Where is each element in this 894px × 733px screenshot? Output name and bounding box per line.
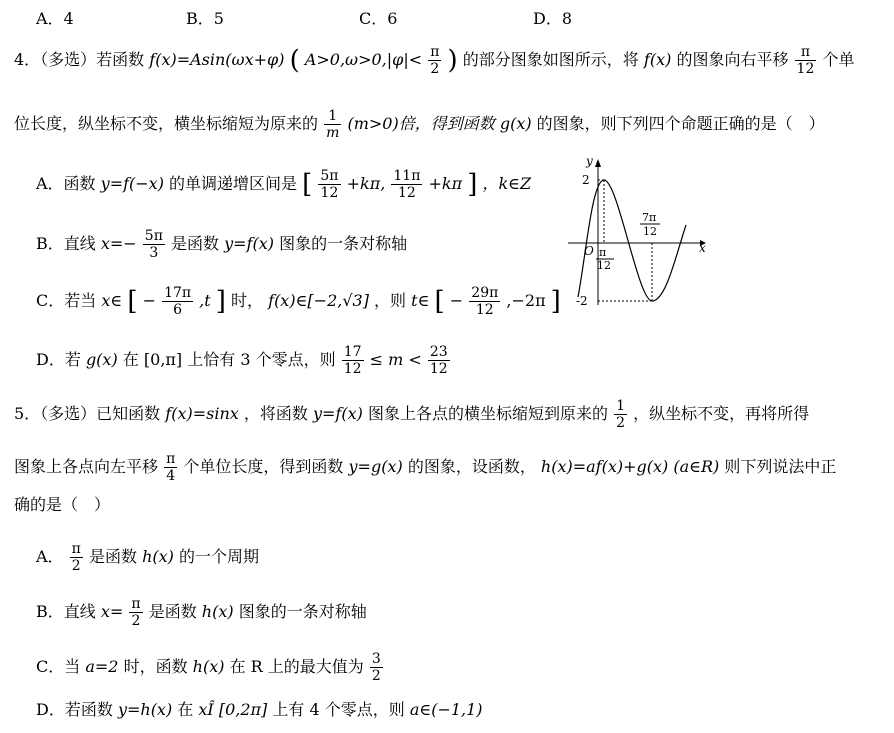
q4-option-d: [36, 344, 451, 377]
x1-den: 12: [597, 259, 611, 272]
q4-stem-line1: [14, 44, 854, 77]
q4-text1: 的部分图象如图所示，将: [462, 50, 639, 69]
frac: [129, 596, 142, 629]
frac: [162, 285, 193, 318]
t: 的单调递增区间是: [169, 174, 298, 193]
den: 2: [71, 558, 81, 574]
t: f(x)=sinx: [165, 404, 239, 423]
q4-option-b: [36, 228, 407, 261]
t: y=f(x): [312, 404, 363, 423]
t: 时，: [231, 291, 264, 310]
q4-frac-1-m: [324, 108, 341, 141]
t: +kπ: [428, 174, 463, 193]
y-label-neg2: -2: [576, 294, 588, 308]
den: 2: [371, 668, 381, 684]
q4-option-c: [36, 285, 561, 318]
frac: [391, 168, 422, 201]
t: 则下列说法中正: [724, 457, 837, 476]
t: D．若: [36, 350, 81, 369]
bracket: [: [302, 169, 313, 200]
q5-option-b: [36, 596, 367, 629]
q4-paren-open: (: [289, 45, 300, 76]
t: g(x): [85, 350, 118, 369]
t: (a∈R): [673, 457, 720, 476]
q4-fx: f(x): [643, 50, 672, 69]
t: 是函数: [148, 602, 197, 621]
q3-option-c: C．6: [359, 9, 398, 28]
num: π: [131, 596, 141, 612]
bracket: ]: [550, 286, 561, 317]
q3-option-d: D．8: [533, 9, 573, 28]
frac: [70, 541, 83, 574]
num: 1: [616, 398, 625, 414]
t: +kπ,: [346, 174, 386, 193]
q4-l2a: 位长度，纵坐标不变，横坐标缩短为原来的: [14, 114, 319, 133]
t: 图象的一条对称轴: [238, 602, 367, 621]
frac: [469, 285, 500, 318]
num: 5π: [144, 228, 163, 244]
q4-l2b: (m>0)倍，得到函数: [347, 114, 495, 133]
den: 12: [429, 361, 448, 377]
t: ，纵坐标不变，再将所得: [633, 404, 810, 423]
t: D．若函数: [36, 700, 113, 719]
den: 12: [796, 61, 815, 77]
q5-stem-line1: [14, 398, 809, 431]
t: 在 R 上的最大值为: [229, 657, 364, 676]
den: m: [326, 125, 340, 141]
t: 图象上各点的横坐标缩短到原来的: [367, 404, 608, 423]
origin-label: O: [584, 244, 594, 258]
t: a=2: [85, 657, 119, 676]
den: 6: [173, 302, 183, 318]
t: [0,π]: [143, 350, 183, 369]
t: 的图象，设函数，: [407, 457, 536, 476]
t: 是函数: [88, 547, 137, 566]
num: 3: [371, 651, 381, 667]
t: ,t: [199, 291, 211, 310]
den: 2: [616, 415, 625, 431]
den: 3: [149, 245, 159, 261]
sine-graph: [568, 155, 708, 310]
q4-text3: 个单: [822, 50, 855, 69]
q4-condition: A>0,ω>0,|φ|<: [304, 50, 423, 69]
t: A．函数: [36, 174, 96, 193]
t: −: [142, 291, 156, 310]
den: 12: [475, 302, 494, 318]
den: 12: [397, 185, 416, 201]
t: x∈: [101, 291, 123, 310]
q4-stem-line2: [14, 108, 825, 141]
t: ≤ m <: [369, 350, 422, 369]
q4-function: f(x)=Asin(ωx+φ): [149, 50, 285, 69]
t: t∈: [411, 291, 430, 310]
den: 4: [166, 468, 176, 484]
t: 图象上各点向左平移: [14, 457, 159, 476]
t: x=−: [100, 234, 137, 253]
num: π: [795, 44, 817, 61]
q5-stem-line3: 确的是（ ）: [14, 495, 111, 514]
q4-l2c: 的图象，则下列四个命题正确的是（ ）: [536, 114, 825, 133]
x2-num: 7π: [642, 211, 657, 224]
x-axis-label: x: [699, 241, 706, 255]
num: π: [71, 541, 81, 557]
bracket: ]: [467, 169, 478, 200]
frac: [164, 451, 177, 484]
num: π: [166, 451, 176, 467]
num: 5π: [320, 168, 339, 184]
t: B．直线: [36, 234, 96, 253]
t: 上有 4 个零点，则: [272, 700, 405, 719]
t: y=f(x): [224, 234, 274, 253]
t: x=: [100, 602, 124, 621]
y-label-2: 2: [582, 173, 590, 187]
t: h(x): [142, 547, 174, 566]
bracket: ]: [215, 286, 226, 317]
den: 12: [343, 361, 362, 377]
q5-option-c: [36, 651, 384, 684]
t: h(x): [192, 657, 225, 676]
frac: [342, 344, 364, 377]
y-axis-arrow-icon: [595, 159, 601, 167]
t: −: [449, 291, 464, 310]
q4-frac-pi-12: [795, 44, 817, 77]
q4-number: 4．（多选）若函数: [14, 50, 145, 69]
t: 图象的一条对称轴: [279, 234, 408, 253]
num: 11π: [393, 168, 421, 184]
t: ，将函数: [243, 404, 308, 423]
t: a∈(−1,1): [409, 700, 483, 719]
t: C．当: [36, 657, 81, 676]
q4-text2: 的图象向右平移: [676, 50, 789, 69]
t: ，则: [374, 291, 407, 310]
bracket: [: [434, 286, 445, 317]
q4-frac-pi-2: [428, 44, 441, 77]
bracket: [: [127, 286, 138, 317]
t: 的一个周期: [178, 547, 259, 566]
t: 个单位长度，得到函数: [183, 457, 344, 476]
t: h(x): [201, 602, 234, 621]
q4-paren-close: ): [447, 45, 458, 76]
q5-option-d: [36, 702, 483, 718]
num: 17: [343, 344, 362, 360]
t: B．直线: [36, 602, 96, 621]
sine-curve: [578, 180, 686, 301]
q5-stem-line2: [14, 451, 836, 484]
t: xÎ [0,2π]: [198, 700, 268, 719]
y-axis-label: y: [586, 155, 593, 168]
num: 29π: [471, 285, 499, 301]
t: y=f(−x): [100, 174, 164, 193]
num: 23: [429, 344, 448, 360]
t: y=g(x): [348, 457, 403, 476]
t: 5．（多选）已知函数: [14, 404, 161, 423]
t: 时，函数: [123, 657, 188, 676]
t: f(x)∈[−2,√3]: [268, 291, 369, 310]
t: 是函数: [171, 234, 220, 253]
x2-den: 12: [643, 225, 657, 238]
num: 1: [324, 108, 341, 125]
frac: [143, 228, 165, 261]
q4-option-a: [36, 168, 531, 201]
den: 2: [430, 61, 440, 77]
num: 17π: [164, 285, 192, 301]
t: h(x)=af(x)+g(x): [540, 457, 669, 476]
num: π: [430, 44, 440, 60]
den: 2: [131, 613, 141, 629]
t: A．: [36, 547, 64, 566]
frac: [614, 398, 627, 431]
den: 12: [320, 185, 339, 201]
t: ，k∈Z: [482, 174, 532, 193]
t: y=h(x): [117, 700, 173, 719]
q5-option-a: [36, 541, 259, 574]
frac: [370, 651, 383, 684]
frac: [428, 344, 450, 377]
t: ,−2π: [506, 291, 546, 310]
t: 上恰有 3 个零点，则: [187, 350, 336, 369]
t: C．若当: [36, 291, 97, 310]
t: 在: [177, 700, 194, 719]
q4-gx: g(x): [499, 114, 532, 133]
t: 在: [122, 350, 139, 369]
q3-option-b: B．5: [186, 9, 224, 28]
x1-num: π: [599, 246, 607, 259]
q3-option-a: A．4: [36, 9, 74, 28]
frac: [318, 168, 340, 201]
